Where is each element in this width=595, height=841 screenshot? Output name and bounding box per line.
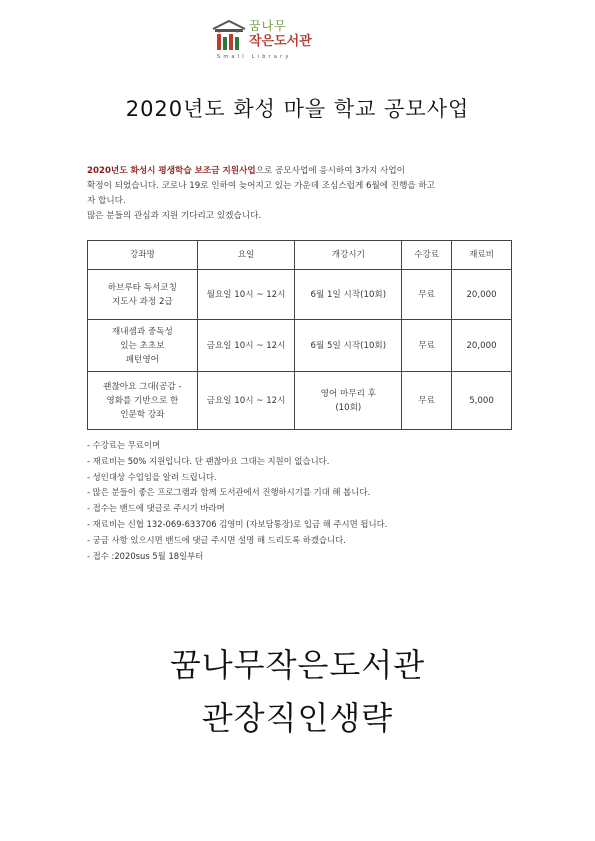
course-table [87,240,512,430]
intro-line3: 자 합니다. [87,196,126,206]
table-cell: 무료 [402,270,452,320]
table-header-cell: 요일 [197,241,295,270]
table-cell: 20,000 [452,270,512,320]
list-item: - 수강료는 무료이며 [87,440,161,450]
library-logo [211,18,321,66]
table-header-cell: 개강시기 [295,241,402,270]
table-cell: 괜찮아요 그대(공감 - 영화를 기반으로 한 인문학 강좌 [88,372,198,430]
table-cell: 하브루타 독서코칭 지도사 과정 2급 [88,270,198,320]
table-row [88,320,512,372]
library-name: 꿈나무작은도서관 [169,646,426,684]
list-item: - 접수 :2020sus 5월 18일부터 [87,550,204,561]
document-title: 2020년도 화성 마을 학교 공모사업 [125,97,470,121]
table-cell: 금요일 10시 ~ 12시 [197,320,295,372]
intro-line1-rest: 으로 공모사업에 응시하여 3가지 사업이 [255,166,405,176]
list-item: - 성인대상 수업임을 알려 드립니다. [87,471,217,482]
table-cell: 6월 1일 시작(10회) [295,270,402,320]
library-house-icon [211,18,247,54]
table-row [88,270,512,320]
intro-line4: 많은 분들의 관심과 지원 기다리고 있겠습니다. [87,211,262,221]
notes-list [87,438,527,564]
table-cell: 무료 [402,320,452,372]
table-cell: 무료 [402,372,452,430]
seal-omitted-note: 관장직인생략 [201,699,394,737]
table-header-row [88,241,512,270]
table-header-cell: 강좌명 [88,241,198,270]
list-item: - 많은 분들이 좋은 프로그램과 함께 도서관에서 진행하시기를 기대 해 봅니다. [87,487,371,498]
table-cell: 6월 5일 시작(10회) [295,320,402,372]
table-cell: 재내셈과 중독성 있는 초초보 패턴영어 [88,320,198,372]
table-row [88,372,512,430]
list-item: - 궁금 사항 있으시면 밴드에 댓글 주시면 설명 해 드리도록 하겠습니다. [87,534,346,545]
intro-line2: 확정이 되었습니다. 코로나 19로 인하여 늦어지고 있는 가운데 조심스럽게 6월에 진행을 하고 [87,181,436,191]
table-cell: 5,000 [452,372,512,430]
intro-highlight: 2020년도 화성시 평생학습 보조금 지원사업 [87,166,256,176]
logo-small-text: Small Library [217,54,292,60]
list-item: - 재료비는 50% 지원입니다. 단 괜찮아요 그대는 지원이 없습니다. [87,455,330,466]
table-cell: 영어 마무리 후 (10회) [295,372,402,430]
table-header-cell: 수강료 [402,241,452,270]
logo-top-text: 꿈나무 [249,19,287,33]
table-cell: 월요일 10시 ~ 12시 [197,270,295,320]
list-item: - 재료비는 신협 132-069-633706 김영미 (자보담통장)로 입금 해 주시면 됩니다. [87,518,388,529]
table-header-cell: 재료비 [452,241,512,270]
list-item: - 접수는 밴드에 댓글로 주시기 바라며 [87,503,225,514]
logo-main-text: 작은도서관 [249,34,312,49]
table-cell: 20,000 [452,320,512,372]
table-cell: 금요일 10시 ~ 12시 [197,372,295,430]
intro-paragraph [87,164,517,224]
